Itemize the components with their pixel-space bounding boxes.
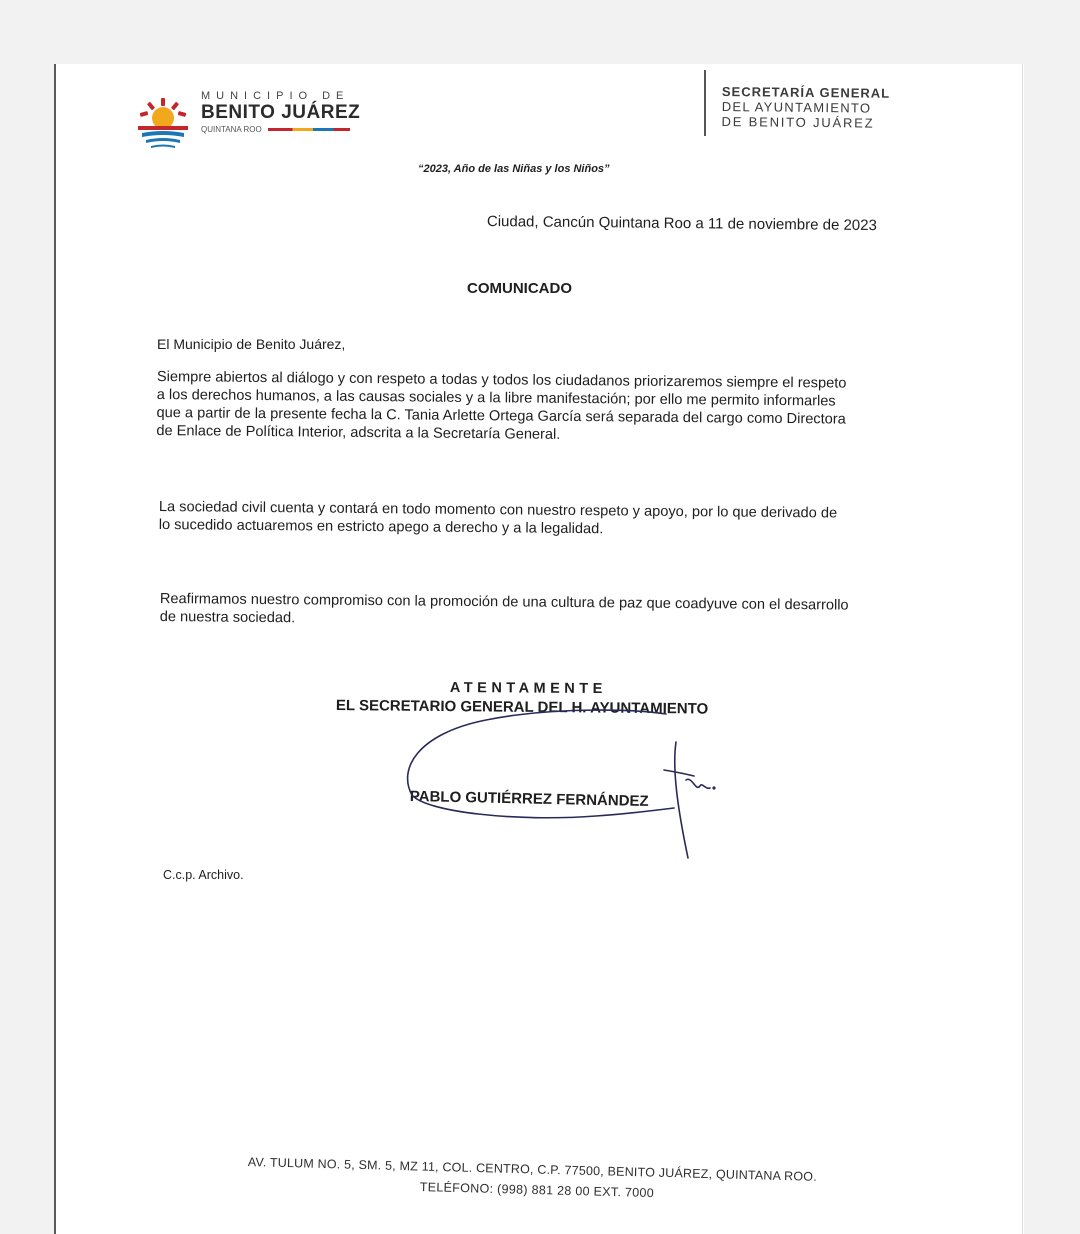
signer-position: EL SECRETARIO GENERAL DEL H. AYUNTAMIENTO bbox=[335, 697, 709, 718]
footer-address: AV. TULUM NO. 5, SM. 5, MZ 11, COL. CENTRO, C.P. 77500, BENITO JUÁREZ, QUINTANA ROO. bbox=[247, 1155, 818, 1184]
carbon-copy: C.c.p. Archivo. bbox=[163, 868, 244, 882]
handwritten-signature-icon bbox=[396, 700, 726, 870]
department-header bbox=[722, 84, 891, 131]
paragraph-2 bbox=[159, 498, 838, 541]
department-line-2: DEL AYUNTAMIENTO bbox=[721, 98, 872, 116]
date-line: Ciudad, Cancún Quintana Roo a 11 de noviembre de 2023 bbox=[486, 213, 877, 235]
document-page bbox=[56, 64, 1024, 1234]
department-line-3: DE BENITO JUÁREZ bbox=[721, 113, 875, 131]
signer-name: PABLO GUTIÉRREZ FERNÁNDEZ bbox=[409, 788, 649, 810]
year-motto: “2023, Año de las Niñas y los Niños” bbox=[418, 163, 610, 175]
document-title: COMUNICADO bbox=[467, 280, 572, 297]
logo-wordmark bbox=[201, 90, 371, 134]
footer-phone: TELÉFONO: (998) 881 28 00 EXT. 7000 bbox=[419, 1180, 655, 1201]
logo-stripe bbox=[268, 128, 350, 131]
paragraph-line: que a partir de la presente fecha la C. Tania Arlette Ortega García será separada del cargo como Directora bbox=[156, 404, 846, 428]
paragraph-1 bbox=[156, 368, 846, 447]
paragraph-line: La sociedad civil cuenta y contará en todo momento con nuestro respeto y apoyo, por lo que derivado de bbox=[158, 498, 838, 522]
paragraph-line: a los derechos humanos, a las causas sociales y a la libre manifestación; por ello me permito informarles bbox=[156, 386, 836, 410]
paragraph-line: lo sucedido actuaremos en estricto apego a derecho y a la legalidad. bbox=[158, 516, 604, 538]
paragraph-line: de Enlace de Política Interior, adscrita a la Secretaría General. bbox=[156, 422, 561, 443]
paragraph-line: de nuestra sociedad. bbox=[159, 608, 296, 627]
municipality-logo-icon bbox=[136, 96, 190, 150]
greeting: El Municipio de Benito Juárez, bbox=[157, 336, 346, 352]
logo-state-label: QUINTANA ROO bbox=[201, 125, 262, 134]
closing-atentamente: ATENTAMENTE bbox=[449, 680, 607, 698]
logo-line-municipio: MUNICIPIO DE bbox=[201, 90, 350, 102]
paragraph-line: Siempre abiertos al diálogo y con respeto a todas y todos los ciudadanos priorizaremos siempre el respeto bbox=[156, 368, 847, 392]
paragraph-3 bbox=[160, 590, 849, 633]
department-line-1: SECRETARÍA GENERAL bbox=[721, 84, 891, 101]
logo-line-name: BENITO JUÁREZ bbox=[201, 102, 361, 123]
header-divider bbox=[704, 70, 706, 136]
logo-line-state bbox=[201, 125, 371, 134]
paragraph-line: Reafirmamos nuestro compromiso con la promoción de una cultura de paz que coadyuve con el desarrollo bbox=[159, 590, 849, 614]
page-edge bbox=[1022, 64, 1023, 1234]
